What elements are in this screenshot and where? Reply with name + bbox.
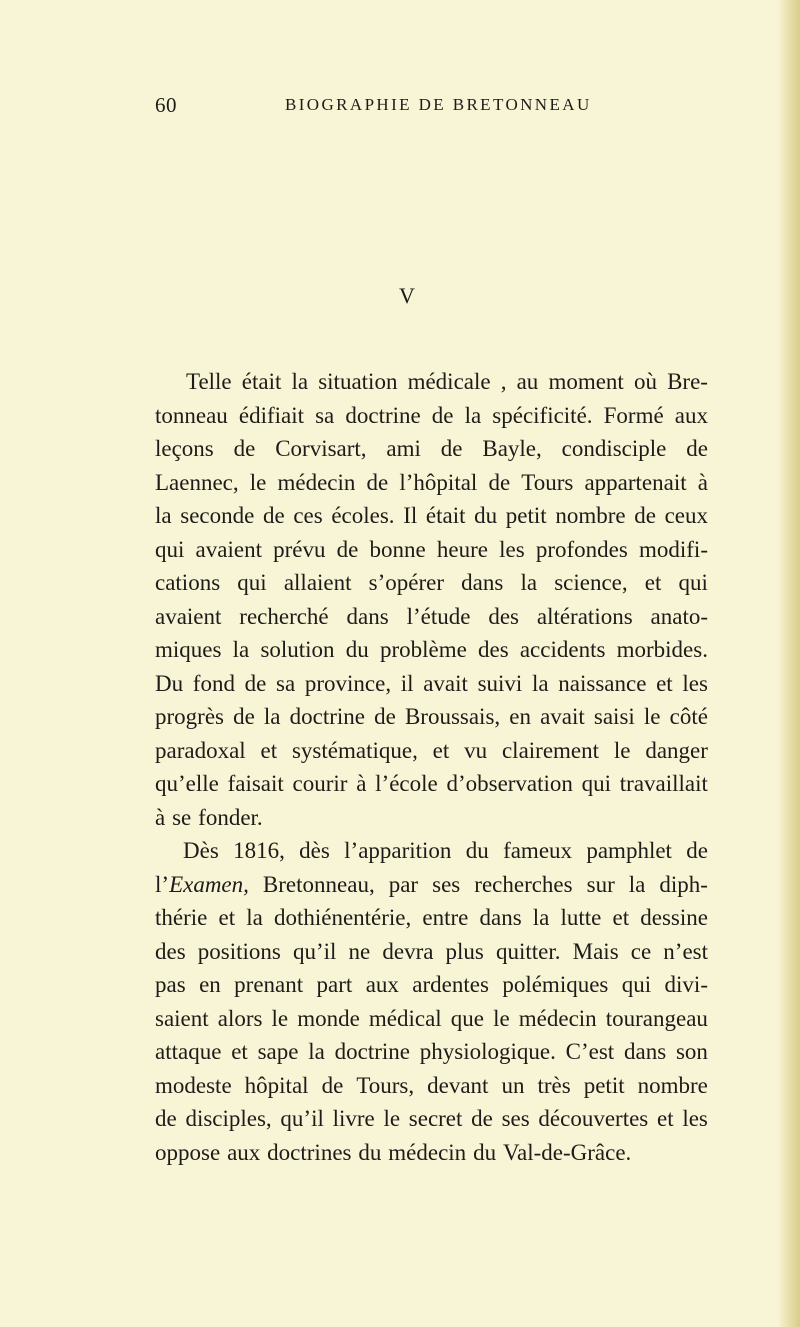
- page-number: 60: [155, 93, 177, 117]
- text-line: leçons de Corvisart, ami de Bayle, condisciple de: [155, 436, 708, 461]
- text-line: pas en prenant part aux ardentes polémiques qui divi-: [155, 972, 708, 997]
- text-line: l’Examen, Bretonneau, par ses recherches sur la diph-: [155, 871, 708, 897]
- page-edge-shadow: [778, 0, 800, 1327]
- text-line: qu’elle faisait courir à l’école d’observation qui travaillait: [155, 771, 708, 796]
- chapter-heading: V: [399, 283, 415, 308]
- text-line: Du fond de sa province, il avait suivi la naissance et les: [155, 670, 708, 696]
- text-line: cations qui allaient s’opérer dans la science, et qui: [155, 570, 708, 595]
- text-line: Laennec, le médecin de l’hôpital de Tours appartenait à: [155, 469, 708, 495]
- text-line: Dès 1816, dès l’apparition du fameux pamphlet de: [183, 838, 708, 863]
- running-title: BIOGRAPHIE DE BRETONNEAU: [285, 95, 592, 114]
- body-text: [155, 365, 708, 1169]
- text-line: saient alors le monde médical que le médecin tourangeau: [155, 1005, 708, 1031]
- text-line: progrès de la doctrine de Broussais, en avait saisi le côté: [155, 704, 708, 729]
- text-line: modeste hôpital de Tours, devant un très petit nombre: [155, 1072, 708, 1098]
- text-line: paradoxal et systématique, et vu clairement le danger: [155, 737, 708, 763]
- text-line: miques la solution du problème des accidents morbides.: [155, 637, 708, 662]
- text-line: la seconde de ces écoles. Il était du petit nombre de ceux: [155, 503, 708, 528]
- text-line: oppose aux doctrines du médecin du Val-de-Grâce.: [155, 1139, 632, 1165]
- text-line: avaient recherché dans l’étude des altérations anato-: [155, 603, 708, 629]
- text-line: des positions qu’il ne devra plus quitter. Mais ce n’est: [155, 938, 708, 964]
- text-line: qui avaient prévu de bonne heure les profondes modifi-: [155, 536, 708, 562]
- text-line: Telle était la situation médicale , au moment où Bre-: [186, 369, 708, 394]
- text-line: à se fonder.: [155, 804, 263, 830]
- text-line: thérie et la dothiénentérie, entre dans la lutte et dessine: [155, 905, 708, 930]
- text-line: tonneau édifiait sa doctrine de la spécificité. Formé aux: [155, 402, 708, 428]
- running-head: [155, 93, 623, 119]
- text-line: de disciples, qu’il livre le secret de ses découvertes et les: [155, 1106, 708, 1131]
- text-line: attaque et sape la doctrine physiologique. C’est dans son: [155, 1039, 708, 1064]
